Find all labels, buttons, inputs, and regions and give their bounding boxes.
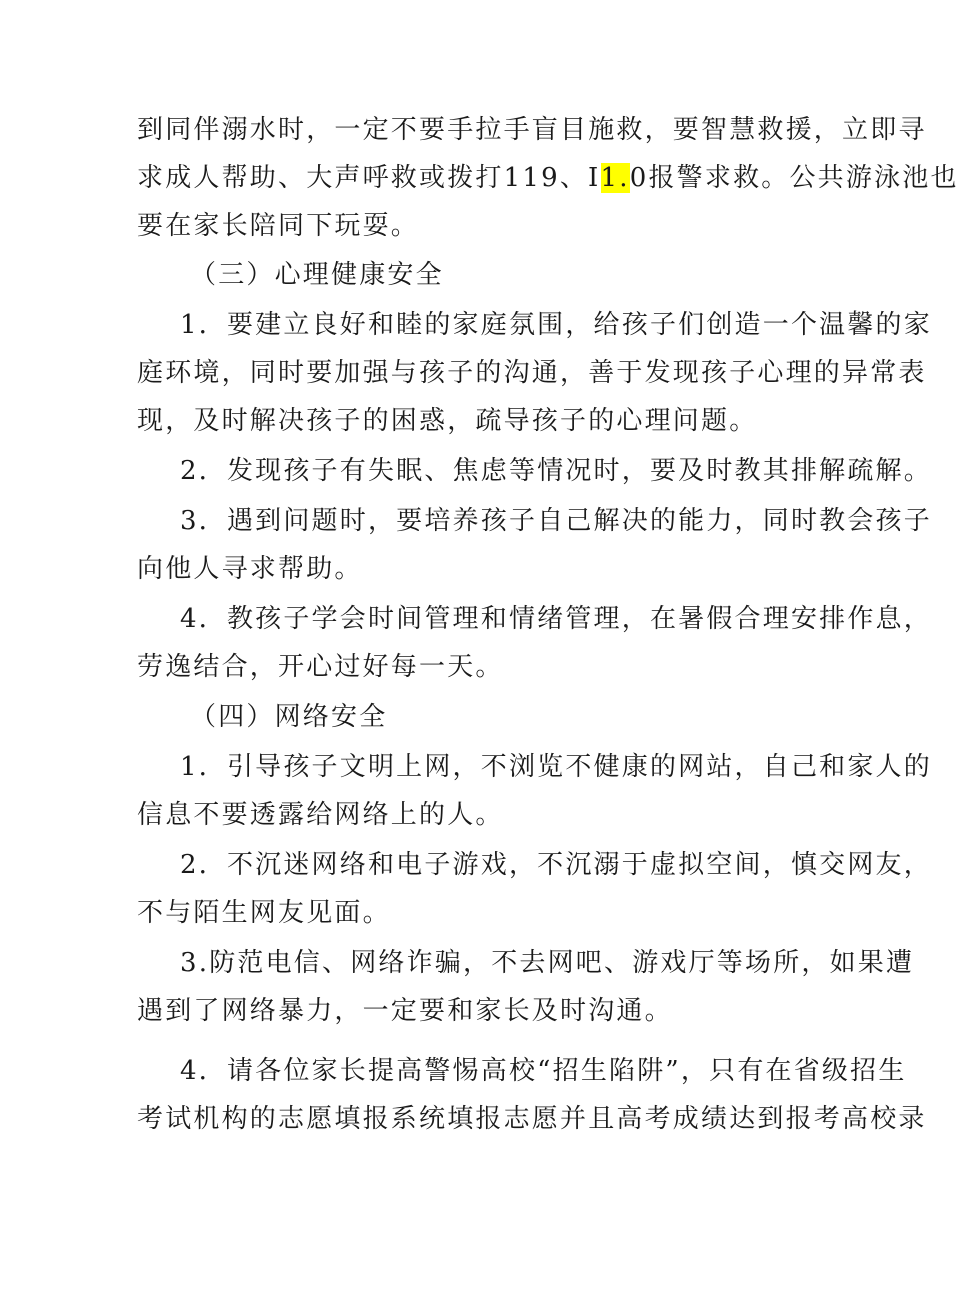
paragraph-line: 2．发现孩子有失眠、焦虑等情况时，要及时教其排解疏解。 [180,456,932,486]
paragraph-line: 遇到了网络暴力，一定要和家长及时沟通。 [137,996,673,1026]
paragraph-line: 4．教孩子学会时间管理和情绪管理，在暑假合理安排作息， [180,604,932,634]
paragraph-line: 考试机构的志愿填报系统填报志愿并且高考成绩达到报考高校录 [137,1104,927,1134]
paragraph-line: 信息不要透露给网络上的人。 [137,800,504,830]
paragraph-line: 1．要建立良好和睦的家庭氛围，给孩子们创造一个温馨的家 [180,310,932,340]
paragraph-line: 要在家长陪同下玩耍。 [137,211,420,241]
paragraph-line: 3.防范电信、网络诈骗，不去网吧、游戏厅等场所，如果遭 [180,948,915,978]
paragraph-line: 不与陌生网友见面。 [137,898,391,928]
highlighted-text: 1. [600,163,630,193]
paragraph-line: 4．请各位家长提高警惕高校“招生陷阱”，只有在省级招生 [180,1056,907,1086]
paragraph-line: 3．遇到问题时，要培养孩子自己解决的能力，同时教会孩子 [180,506,932,536]
paragraph-line: 现，及时解决孩子的困惑，疏导孩子的心理问题。 [137,406,758,436]
text-segment: 0报警求救。公共游泳池也 [629,163,959,193]
paragraph-line: 到同伴溺水时，一定不要手拉手盲目施救，要智慧救援，立即寻 [137,115,927,145]
section-heading: （三）心理健康安全 [190,260,444,290]
paragraph-line: 劳逸结合，开心过好每一天。 [137,652,504,682]
section-heading: （四）网络安全 [190,702,388,732]
text-segment: I [588,163,601,193]
paragraph-line: 1．引导孩子文明上网，不浏览不健康的网站，自己和家人的 [180,752,932,782]
paragraph-line: 庭环境，同时要加强与孩子的沟通，善于发现孩子心理的异常表 [137,358,927,388]
paragraph-line: 向他人寻求帮助。 [137,554,363,584]
paragraph-line-with-highlight [137,162,959,194]
text-segment: 求成人帮助、大声呼救或拨打119、 [137,163,589,193]
paragraph-line: 2．不沉迷网络和电子游戏，不沉溺于虚拟空间，慎交网友， [180,850,932,880]
